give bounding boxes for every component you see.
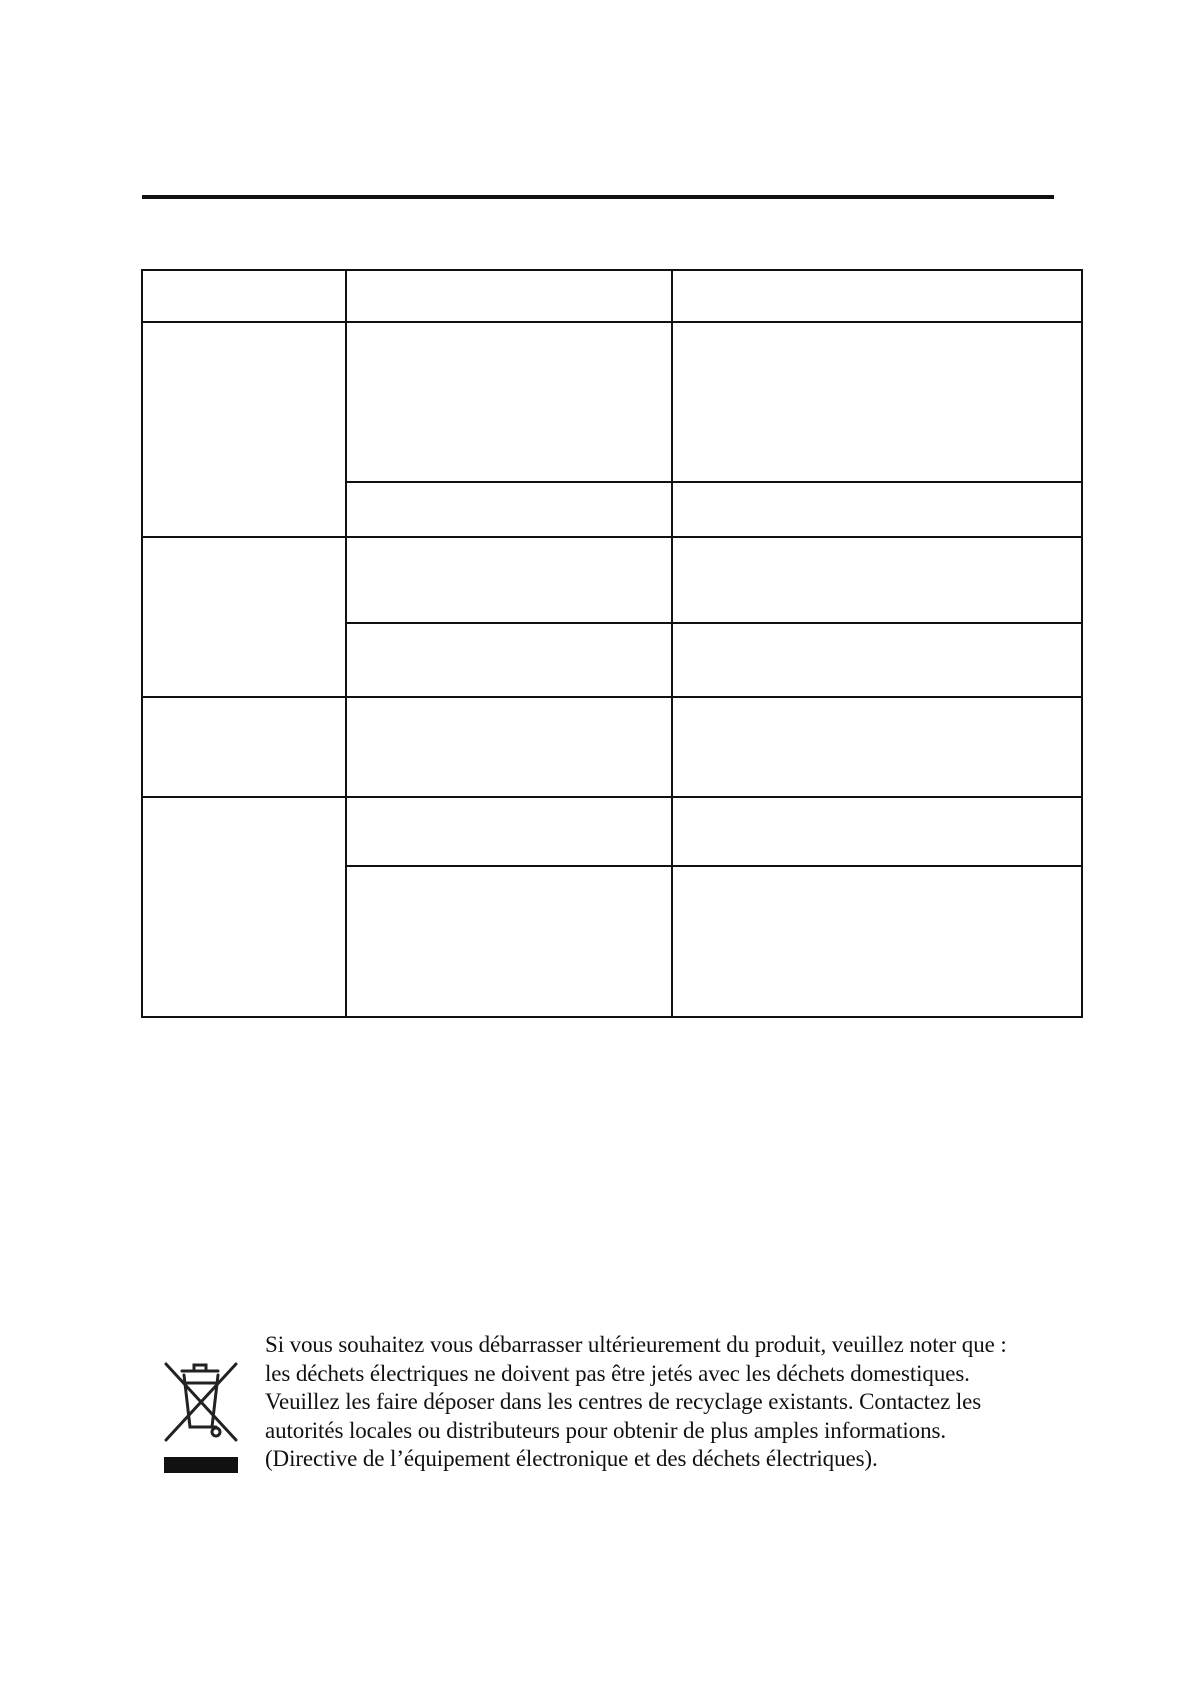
notice-line-5: (Directive de l’équipement électronique et des déchets électriques). [265, 1446, 878, 1471]
notice-line-3: Veuillez les faire déposer dans les centres de recyclage existants. Contactez les [265, 1389, 982, 1414]
disposal-notice [150, 1325, 1070, 1485]
notice-line-4: autorités locales ou distributeurs pour obtenir de plus amples informations. [265, 1417, 946, 1443]
notice-line-1: Si vous souhaitez vous débarrasser ultérieurement du produit, veuillez noter que : [265, 1332, 1007, 1357]
crossed-out-wheelie-bin-icon [160, 1353, 242, 1473]
table-border [142, 270, 1082, 1017]
disposal-notice-text [265, 1331, 1085, 1474]
notice-line-2: les déchets électriques ne doivent pas être jetés avec les déchets domestiques. [265, 1360, 970, 1386]
